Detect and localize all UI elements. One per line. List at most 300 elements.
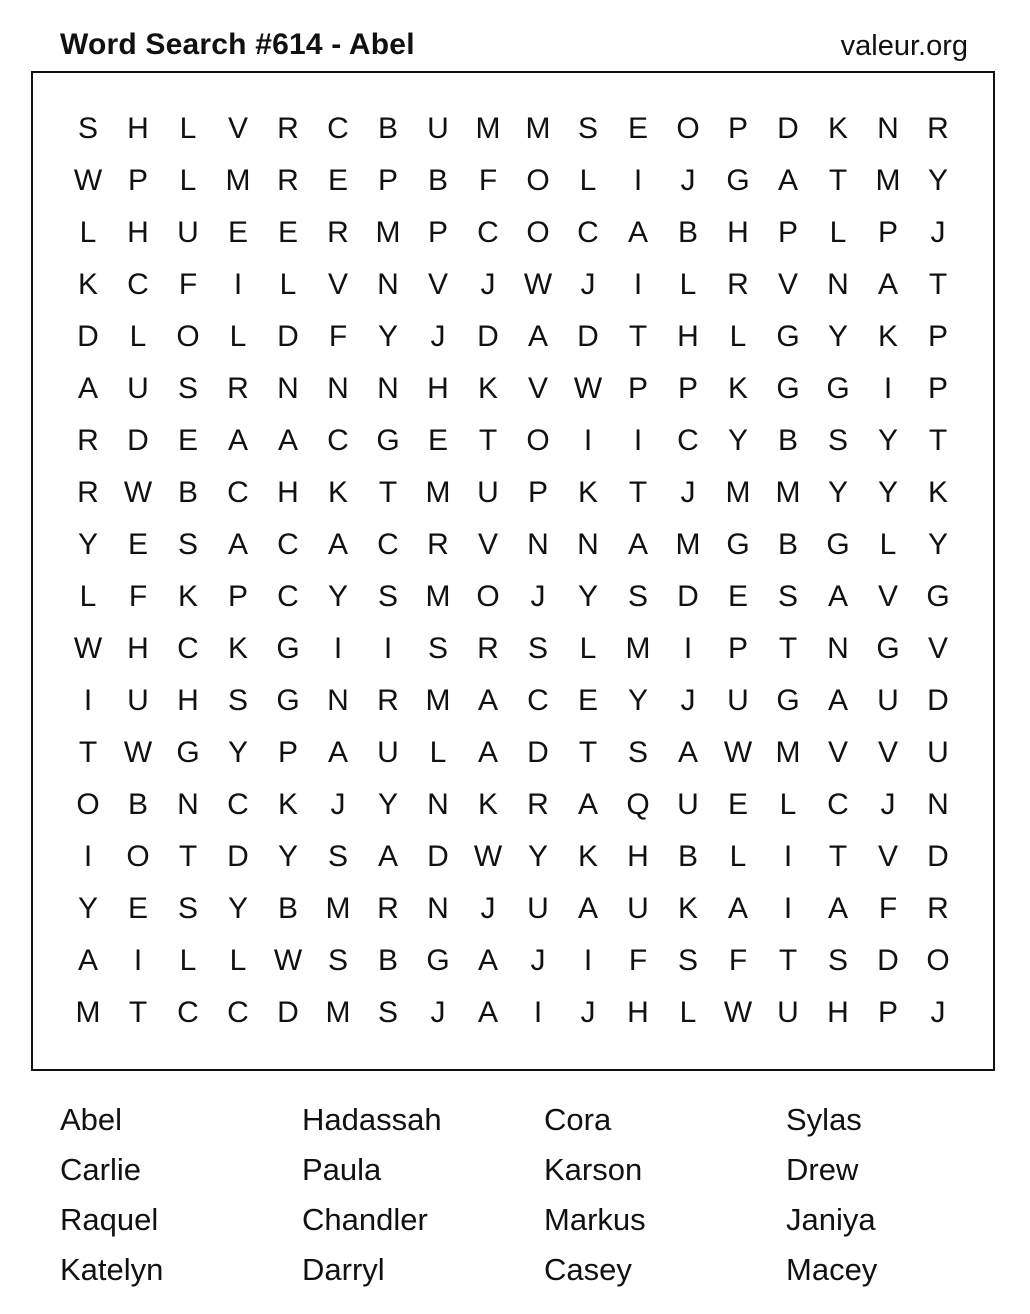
grid-letter: V xyxy=(777,268,798,301)
grid-letter: L xyxy=(429,736,447,769)
grid-letter: M xyxy=(225,164,251,197)
grid-letter: A xyxy=(477,996,498,1029)
grid-letter: Y xyxy=(577,580,598,613)
grid-letter: K xyxy=(927,476,948,509)
grid-letter: T xyxy=(828,164,848,197)
grid-letter: A xyxy=(627,528,648,561)
grid-letter: A xyxy=(327,736,348,769)
grid-letter: S xyxy=(677,944,698,977)
grid-letter: A xyxy=(77,944,98,977)
grid-letter: R xyxy=(527,788,549,821)
grid-letter: N xyxy=(327,372,349,405)
grid-letter: A xyxy=(227,424,248,457)
grid-letter: S xyxy=(77,112,98,145)
grid-letter: B xyxy=(377,944,398,977)
grid-letter: C xyxy=(327,112,349,145)
grid-letter: G xyxy=(776,320,800,353)
grid-letter: F xyxy=(478,164,498,197)
grid-letter: H xyxy=(827,996,849,1029)
word-list-item: Macey xyxy=(786,1252,878,1287)
grid-letter: F xyxy=(628,944,648,977)
grid-letter: D xyxy=(127,424,149,457)
grid-letter: V xyxy=(427,268,448,301)
grid-letter: J xyxy=(680,476,696,509)
grid-letter: L xyxy=(779,788,797,821)
grid-letter: L xyxy=(679,268,697,301)
grid-letter: C xyxy=(227,476,249,509)
grid-letter: H xyxy=(627,840,649,873)
grid-letter: H xyxy=(727,216,749,249)
grid-letter: R xyxy=(927,112,949,145)
grid-letter: A xyxy=(477,944,498,977)
grid-letter: M xyxy=(675,528,701,561)
grid-letter: I xyxy=(83,684,93,717)
grid-letter: P xyxy=(427,216,448,249)
grid-letter: G xyxy=(376,424,400,457)
grid-letter: R xyxy=(277,164,299,197)
grid-letter: Y xyxy=(627,684,648,717)
grid-letter: H xyxy=(677,320,699,353)
grid-letter: Y xyxy=(727,424,748,457)
grid-letter: Y xyxy=(377,320,398,353)
grid-letter: W xyxy=(573,372,603,405)
grid-letter: P xyxy=(727,112,748,145)
grid-letter: I xyxy=(633,268,643,301)
grid-letter: W xyxy=(73,632,103,665)
grid-letter: C xyxy=(377,528,399,561)
page-title: Word Search #614 - Abel xyxy=(60,28,415,61)
grid-letter: Q xyxy=(626,788,650,821)
grid-letter: H xyxy=(627,996,649,1029)
grid-letter: N xyxy=(827,268,849,301)
grid-letter: N xyxy=(527,528,549,561)
grid-letter: S xyxy=(327,840,348,873)
grid-letter: M xyxy=(325,892,351,925)
grid-letter: P xyxy=(277,736,298,769)
grid-letter: K xyxy=(177,580,198,613)
grid-letter: S xyxy=(177,528,198,561)
grid-letter: L xyxy=(279,268,297,301)
grid-letter: K xyxy=(77,268,98,301)
grid-letter: L xyxy=(179,112,197,145)
grid-letter: D xyxy=(277,996,299,1029)
grid-letter: A xyxy=(827,684,848,717)
grid-letter: N xyxy=(377,372,399,405)
grid-letter: C xyxy=(177,632,199,665)
grid-letter: F xyxy=(728,944,748,977)
grid-letter: K xyxy=(327,476,348,509)
grid-letter: M xyxy=(775,736,801,769)
grid-letter: P xyxy=(877,216,898,249)
grid-letter: S xyxy=(827,424,848,457)
grid-letter: Y xyxy=(927,164,948,197)
grid-letter: D xyxy=(577,320,599,353)
grid-letter: T xyxy=(928,424,948,457)
grid-letter: M xyxy=(475,112,501,145)
grid-letter: M xyxy=(425,684,451,717)
grid-letter: A xyxy=(377,840,398,873)
grid-letter: D xyxy=(877,944,899,977)
grid-letter: A xyxy=(627,216,648,249)
grid-letter: U xyxy=(677,788,699,821)
grid-letter: M xyxy=(625,632,651,665)
grid-letter: D xyxy=(927,840,949,873)
grid-letter: T xyxy=(778,944,798,977)
grid-letter: Y xyxy=(227,892,248,925)
grid-letter: D xyxy=(77,320,99,353)
grid-letter: W xyxy=(273,944,303,977)
grid-letter: S xyxy=(327,944,348,977)
grid-letter: C xyxy=(327,424,349,457)
grid-letter: V xyxy=(827,736,848,769)
grid-letter: R xyxy=(377,892,399,925)
grid-letter: T xyxy=(578,736,598,769)
grid-letter: L xyxy=(829,216,847,249)
grid-letter: C xyxy=(827,788,849,821)
grid-letter: P xyxy=(527,476,548,509)
grid-letter: L xyxy=(679,996,697,1029)
grid-letter: K xyxy=(677,892,698,925)
grid-letter: S xyxy=(177,892,198,925)
word-list-item: Janiya xyxy=(786,1202,876,1237)
word-list-item: Darryl xyxy=(302,1252,385,1287)
grid-letter: S xyxy=(627,736,648,769)
grid-letter: A xyxy=(827,580,848,613)
grid-letter: P xyxy=(927,320,948,353)
grid-letter: I xyxy=(583,424,593,457)
grid-letter: W xyxy=(73,164,103,197)
grid-letter: I xyxy=(333,632,343,665)
grid-letter: A xyxy=(477,684,498,717)
grid-letter: A xyxy=(777,164,798,197)
grid-letter: F xyxy=(878,892,898,925)
grid-letter: V xyxy=(327,268,348,301)
grid-letter: L xyxy=(79,216,97,249)
grid-letter: U xyxy=(927,736,949,769)
grid-letter: C xyxy=(227,788,249,821)
grid-letter: B xyxy=(677,216,698,249)
grid-letter: J xyxy=(530,944,546,977)
grid-letter: C xyxy=(227,996,249,1029)
grid-letter: I xyxy=(633,164,643,197)
grid-letter: B xyxy=(427,164,448,197)
grid-letter: O xyxy=(526,216,550,249)
grid-letter: K xyxy=(477,372,498,405)
grid-letter: B xyxy=(677,840,698,873)
grid-letter: M xyxy=(525,112,551,145)
grid-letter: A xyxy=(577,892,598,925)
grid-letter: Y xyxy=(827,320,848,353)
grid-letter: S xyxy=(227,684,248,717)
grid-letter: O xyxy=(126,840,150,873)
grid-letter: I xyxy=(583,944,593,977)
grid-letter: S xyxy=(427,632,448,665)
grid-letter: M xyxy=(775,476,801,509)
grid-letter: U xyxy=(627,892,649,925)
grid-letter: J xyxy=(930,996,946,1029)
grid-letter: Y xyxy=(227,736,248,769)
grid-letter: C xyxy=(277,528,299,561)
site-url: valeur.org xyxy=(840,30,968,62)
grid-letter: A xyxy=(227,528,248,561)
grid-letter: F xyxy=(178,268,198,301)
grid-letter: E xyxy=(427,424,448,457)
grid-letter: A xyxy=(577,788,598,821)
grid-letter: R xyxy=(77,476,99,509)
grid-letter: I xyxy=(783,892,793,925)
grid-letter: B xyxy=(177,476,198,509)
grid-letter: A xyxy=(877,268,898,301)
grid-letter: W xyxy=(523,268,553,301)
grid-letter: C xyxy=(527,684,549,717)
grid-letter: E xyxy=(127,528,148,561)
grid-letter: L xyxy=(729,840,747,873)
grid-letter: Y xyxy=(827,476,848,509)
grid-letter: D xyxy=(927,684,949,717)
grid-letter: M xyxy=(375,216,401,249)
grid-letter: S xyxy=(627,580,648,613)
grid-letter: N xyxy=(427,788,449,821)
grid-letter: Y xyxy=(527,840,548,873)
grid-letter: C xyxy=(477,216,499,249)
word-list-item: Abel xyxy=(60,1102,123,1137)
grid-letter: P xyxy=(877,996,898,1029)
grid-letter: L xyxy=(579,164,597,197)
grid-letter: B xyxy=(777,424,798,457)
grid-letter: Y xyxy=(327,580,348,613)
grid-letter: O xyxy=(526,164,550,197)
grid-letter: N xyxy=(277,372,299,405)
grid-letter: R xyxy=(327,216,349,249)
grid-letter: P xyxy=(127,164,148,197)
grid-letter: L xyxy=(879,528,897,561)
grid-letter: S xyxy=(827,944,848,977)
word-list-item: Chandler xyxy=(302,1202,428,1237)
grid-letter: Y xyxy=(77,528,98,561)
grid-letter: O xyxy=(476,580,500,613)
grid-letter: M xyxy=(425,476,451,509)
grid-letter: U xyxy=(127,372,149,405)
grid-letter: Y xyxy=(377,788,398,821)
grid-letter: L xyxy=(179,944,197,977)
grid-letter: U xyxy=(877,684,899,717)
grid-letter: R xyxy=(227,372,249,405)
grid-letter: J xyxy=(580,268,596,301)
grid-letter: U xyxy=(727,684,749,717)
word-list-item: Paula xyxy=(302,1152,382,1187)
grid-letter: K xyxy=(727,372,748,405)
grid-letter: G xyxy=(776,372,800,405)
grid-letter: L xyxy=(729,320,747,353)
grid-letter: U xyxy=(777,996,799,1029)
grid-letter: R xyxy=(477,632,499,665)
grid-letter: N xyxy=(377,268,399,301)
grid-letter: H xyxy=(127,632,149,665)
grid-letter: R xyxy=(377,684,399,717)
grid-letter: D xyxy=(277,320,299,353)
grid-letter: T xyxy=(378,476,398,509)
grid-letter: Y xyxy=(277,840,298,873)
grid-letter: U xyxy=(527,892,549,925)
grid-letter: U xyxy=(477,476,499,509)
grid-letter: U xyxy=(177,216,199,249)
grid-letter: I xyxy=(83,840,93,873)
word-list-item: Sylas xyxy=(786,1102,862,1137)
grid-letter: K xyxy=(577,840,598,873)
grid-letter: F xyxy=(328,320,348,353)
grid-letter: G xyxy=(876,632,900,665)
grid-letter: E xyxy=(227,216,248,249)
grid-letter: M xyxy=(75,996,101,1029)
grid-letter: I xyxy=(683,632,693,665)
grid-letter: U xyxy=(427,112,449,145)
grid-letter: T xyxy=(778,632,798,665)
grid-letter: I xyxy=(133,944,143,977)
grid-letter: Y xyxy=(877,476,898,509)
grid-letter: V xyxy=(227,112,248,145)
grid-letter: Y xyxy=(77,892,98,925)
grid-letter: R xyxy=(727,268,749,301)
grid-letter: F xyxy=(128,580,148,613)
grid-letter: A xyxy=(477,736,498,769)
grid-letter: T xyxy=(478,424,498,457)
word-list-item: Hadassah xyxy=(302,1102,442,1137)
grid-letter: T xyxy=(628,476,648,509)
grid-letter: O xyxy=(526,424,550,457)
grid-letter: E xyxy=(277,216,298,249)
grid-letter: P xyxy=(777,216,798,249)
grid-letter: V xyxy=(927,632,948,665)
grid-letter: E xyxy=(327,164,348,197)
grid-letter: A xyxy=(77,372,98,405)
grid-letter: G xyxy=(176,736,200,769)
grid-letter: I xyxy=(533,996,543,1029)
grid-letter: C xyxy=(127,268,149,301)
grid-letter: M xyxy=(725,476,751,509)
grid-letter: L xyxy=(579,632,597,665)
grid-letter: K xyxy=(827,112,848,145)
grid-letter: U xyxy=(377,736,399,769)
grid-letter: C xyxy=(677,424,699,457)
grid-letter: V xyxy=(877,840,898,873)
grid-letter: L xyxy=(79,580,97,613)
grid-letter: H xyxy=(177,684,199,717)
grid-letter: N xyxy=(827,632,849,665)
grid-letter: J xyxy=(480,268,496,301)
grid-letter: J xyxy=(330,788,346,821)
grid-letter: T xyxy=(828,840,848,873)
grid-letter: J xyxy=(430,996,446,1029)
grid-letter: J xyxy=(930,216,946,249)
grid-letter: T xyxy=(128,996,148,1029)
grid-letter: G xyxy=(276,632,300,665)
word-list-item: Drew xyxy=(786,1152,859,1187)
grid-letter: E xyxy=(727,580,748,613)
grid-letter: N xyxy=(427,892,449,925)
grid-letter: J xyxy=(880,788,896,821)
grid-letter: C xyxy=(277,580,299,613)
grid-letter: G xyxy=(426,944,450,977)
grid-letter: O xyxy=(76,788,100,821)
grid-letter: L xyxy=(129,320,147,353)
grid-letter: G xyxy=(826,372,850,405)
grid-letter: V xyxy=(877,736,898,769)
grid-letter: O xyxy=(676,112,700,145)
grid-letter: I xyxy=(783,840,793,873)
grid-letter: M xyxy=(325,996,351,1029)
grid-letter: C xyxy=(577,216,599,249)
grid-letter: A xyxy=(677,736,698,769)
grid-letter: S xyxy=(177,372,198,405)
grid-letter: J xyxy=(430,320,446,353)
grid-letter: W xyxy=(123,736,153,769)
grid-letter: B xyxy=(277,892,298,925)
grid-letter: H xyxy=(127,216,149,249)
grid-letter: S xyxy=(377,996,398,1029)
grid-letter: E xyxy=(727,788,748,821)
grid-letter: W xyxy=(723,996,753,1029)
grid-letter: N xyxy=(177,788,199,821)
grid-letter: N xyxy=(927,788,949,821)
grid-letter: G xyxy=(726,164,750,197)
grid-letter: W xyxy=(123,476,153,509)
grid-letter: O xyxy=(176,320,200,353)
grid-letter: W xyxy=(473,840,503,873)
grid-letter: H xyxy=(277,476,299,509)
grid-letter: Y xyxy=(877,424,898,457)
grid-letter: P xyxy=(677,372,698,405)
grid-letter: S xyxy=(377,580,398,613)
grid-letter: B xyxy=(777,528,798,561)
grid-letter: D xyxy=(227,840,249,873)
grid-letter: A xyxy=(327,528,348,561)
grid-letter: J xyxy=(680,164,696,197)
grid-letter: D xyxy=(527,736,549,769)
grid-letter: A xyxy=(827,892,848,925)
grid-letter: R xyxy=(927,892,949,925)
grid-letter: S xyxy=(527,632,548,665)
grid-letter: P xyxy=(227,580,248,613)
grid-letter: A xyxy=(527,320,548,353)
grid-letter: M xyxy=(425,580,451,613)
grid-letter: A xyxy=(727,892,748,925)
grid-letter: L xyxy=(179,164,197,197)
word-list-item: Raquel xyxy=(60,1202,159,1237)
grid-letter: J xyxy=(680,684,696,717)
grid-letter: K xyxy=(877,320,898,353)
word-list-item: Karson xyxy=(544,1152,643,1187)
grid-letter: E xyxy=(627,112,648,145)
grid-letter: K xyxy=(477,788,498,821)
grid-letter: P xyxy=(727,632,748,665)
grid-letter: T xyxy=(928,268,948,301)
grid-letter: N xyxy=(577,528,599,561)
grid-letter: P xyxy=(377,164,398,197)
grid-letter: G xyxy=(776,684,800,717)
grid-letter: J xyxy=(580,996,596,1029)
word-list-item: Casey xyxy=(544,1252,632,1287)
grid-letter: V xyxy=(877,580,898,613)
word-list-item: Carlie xyxy=(60,1152,141,1187)
grid-letter: G xyxy=(826,528,850,561)
grid-letter: N xyxy=(327,684,349,717)
grid-letter: K xyxy=(577,476,598,509)
grid-letter: K xyxy=(227,632,248,665)
grid-letter: G xyxy=(926,580,950,613)
grid-letter: I xyxy=(633,424,643,457)
grid-letter: P xyxy=(627,372,648,405)
grid-letter: W xyxy=(723,736,753,769)
